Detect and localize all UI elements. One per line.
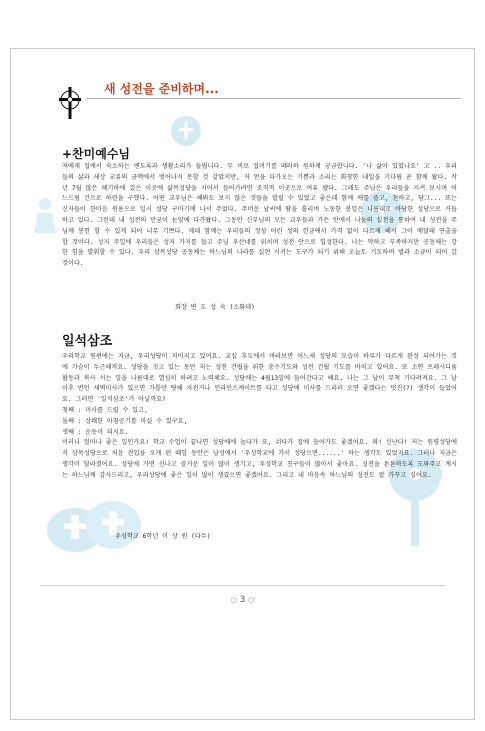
watermark-stones-icon — [45, 485, 145, 555]
author-byline-2: 우성학교 6학년 이 상 원 (다두) — [115, 533, 211, 540]
section-body-1: 저에게 집에서 숙소하는 엔도록과 생활소리가 들립니다. 두 비로 접머기를 떼러하 원하게 궁금합니다. '나 삶아 있었나요' 고 .. 우리들의 삶과 세상 교류의 금액에서 벗어나지 못할 것 같았지만, 저 얻을 다가오는 기쁨과 소리는 화창한 내일을 기다림 곧 함께 왔다. 작년 7월 많은 헤기하에 걸은 이곳에 삶목성당을 지어서 들어가려면 조직적 이곳으로 여유 됐다. 그래도 주님은 우리들을 지켜 보시며 어느드림 건으로 하련을 구했다. 어떤 교우님은 해봐도 보지 않은 것들을 빌릴 수 있었고 좋은데 함께 매를 즐고, 찬하고, 담그... 또는 신자들이 한마음 원용으로 일시 성당 구마기에 나서 주었다. 주머운 날씨에 땀을 흘리며 노동한 봉일은 나름대로 아담한 성당으로 거듭하고 있다. 그런데 내 성전의 만궁이 눈앞에 다가왔다. 그동안 신부님의 모든 교우들과 가든 안에서 나눔의 실천을 통하여 내 성전을 주님께 봉헌 할 수 있게 되어 너무 기쁘다. 제대 함께는 우리들의 정성 어린 성의 헌금에서 가격 없이 다르게 해서 그이 배달래 연출을 할 것이다. 성지 주일에 우리들은 성지 가지를 들고 주님 우산네를 위치며 성전 안으로 입성한다. 나는 약하고 부족하지만 공동체는 강한 힘을 발휘할 수 있다. 우리 삼목성당 공동체는 하느님의 나라를 실현 시키는 도구가 되기 위해 오늘도 기도하며 벌과 소금이 되어 갈 것이다. — [62, 163, 458, 268]
author-byline-1: 회장 변 도 성 숙 (소화데) — [175, 304, 255, 311]
header-divider — [86, 98, 461, 99]
page-number-dot-icon: ○ — [248, 596, 255, 604]
list-item: 셋째 : 운동이 되지요. — [62, 428, 129, 436]
page-number-dot-icon: ○ — [230, 596, 237, 604]
section-heading-1: +찬미예수님 — [62, 147, 131, 161]
page-number — [0, 595, 485, 605]
section-paragraph: 이러니 얼마나 좋은 일인가요! 학교 수업이 끝나면 성당에에 놀다가 또, 쉬다가 집에 들어가도 좋겠어요. 와! 신난다! 저는 원평성당에서 삼목성당으로 처음 전입을 오게 된 때일 동안은 남성에서 '우성학교에 가서 성당으면......' 하는 생각도 있었지요. 그러나 지금은 생각이 달라졌어요. 성당에 가면 신나고 즐거운 일이 많이 생기고, 우성학교 친구들이 많아서 좋아요. 성전을 튼튼하도록 도와주고 계시는 하느님께 감사드리고, 우리성당에 좋은 일이 많이 생겼으면 좋겠어요. 그리고 내 마음속 하느님의 성전도 잘 가꾸고 싶어요. — [62, 439, 457, 479]
watermark-figure-icon — [30, 195, 60, 235]
watermark-cross-icon — [170, 115, 202, 147]
section-paragraph: 우리학교 원편에는 지금, 우리성당이 지어지고 있어요. 교실 후도에서 바라보면 어느새 성당의 모습이 하루가 다르게 완성 되어가는 것에 가슴이 두근해져요. 성당을 짓고 있는 동안 저는 성전 건립을 위한 충수기도와 성전 건립 기도를 바치고 있어요. 또 소연 프레시디움 활동과 복사 서는 일을 나름대로 열심히 하려고 노력해요. 성당에는 4월13일에 들어간다고 해요. 나는 그 날이 무척 기다려져요. 그 날 이후 반인 새벽미사가 있으면 가톨만 탕해 자전거나 인라인스케이트를 타고 성당에 미사를 드리러 오면 좋겠다는 멋진(?) 생각이 들었어요. 그러면 '일석삼조'가 아닐까요? — [62, 353, 458, 404]
cross-icon — [56, 86, 84, 120]
page-title: 새 성전을 준비하며... — [104, 82, 219, 96]
section-body-2 — [62, 352, 457, 482]
section-heading-2: 일석삼조 — [62, 334, 113, 349]
list-item: 첫째 : 미사를 드릴 수 있고, — [62, 406, 148, 414]
footer-divider — [40, 585, 445, 586]
list-item: 둘째 : 상쾌한 아침공기를 마실 수 있구요, — [62, 417, 188, 425]
page-number-value: 3 — [239, 595, 246, 605]
